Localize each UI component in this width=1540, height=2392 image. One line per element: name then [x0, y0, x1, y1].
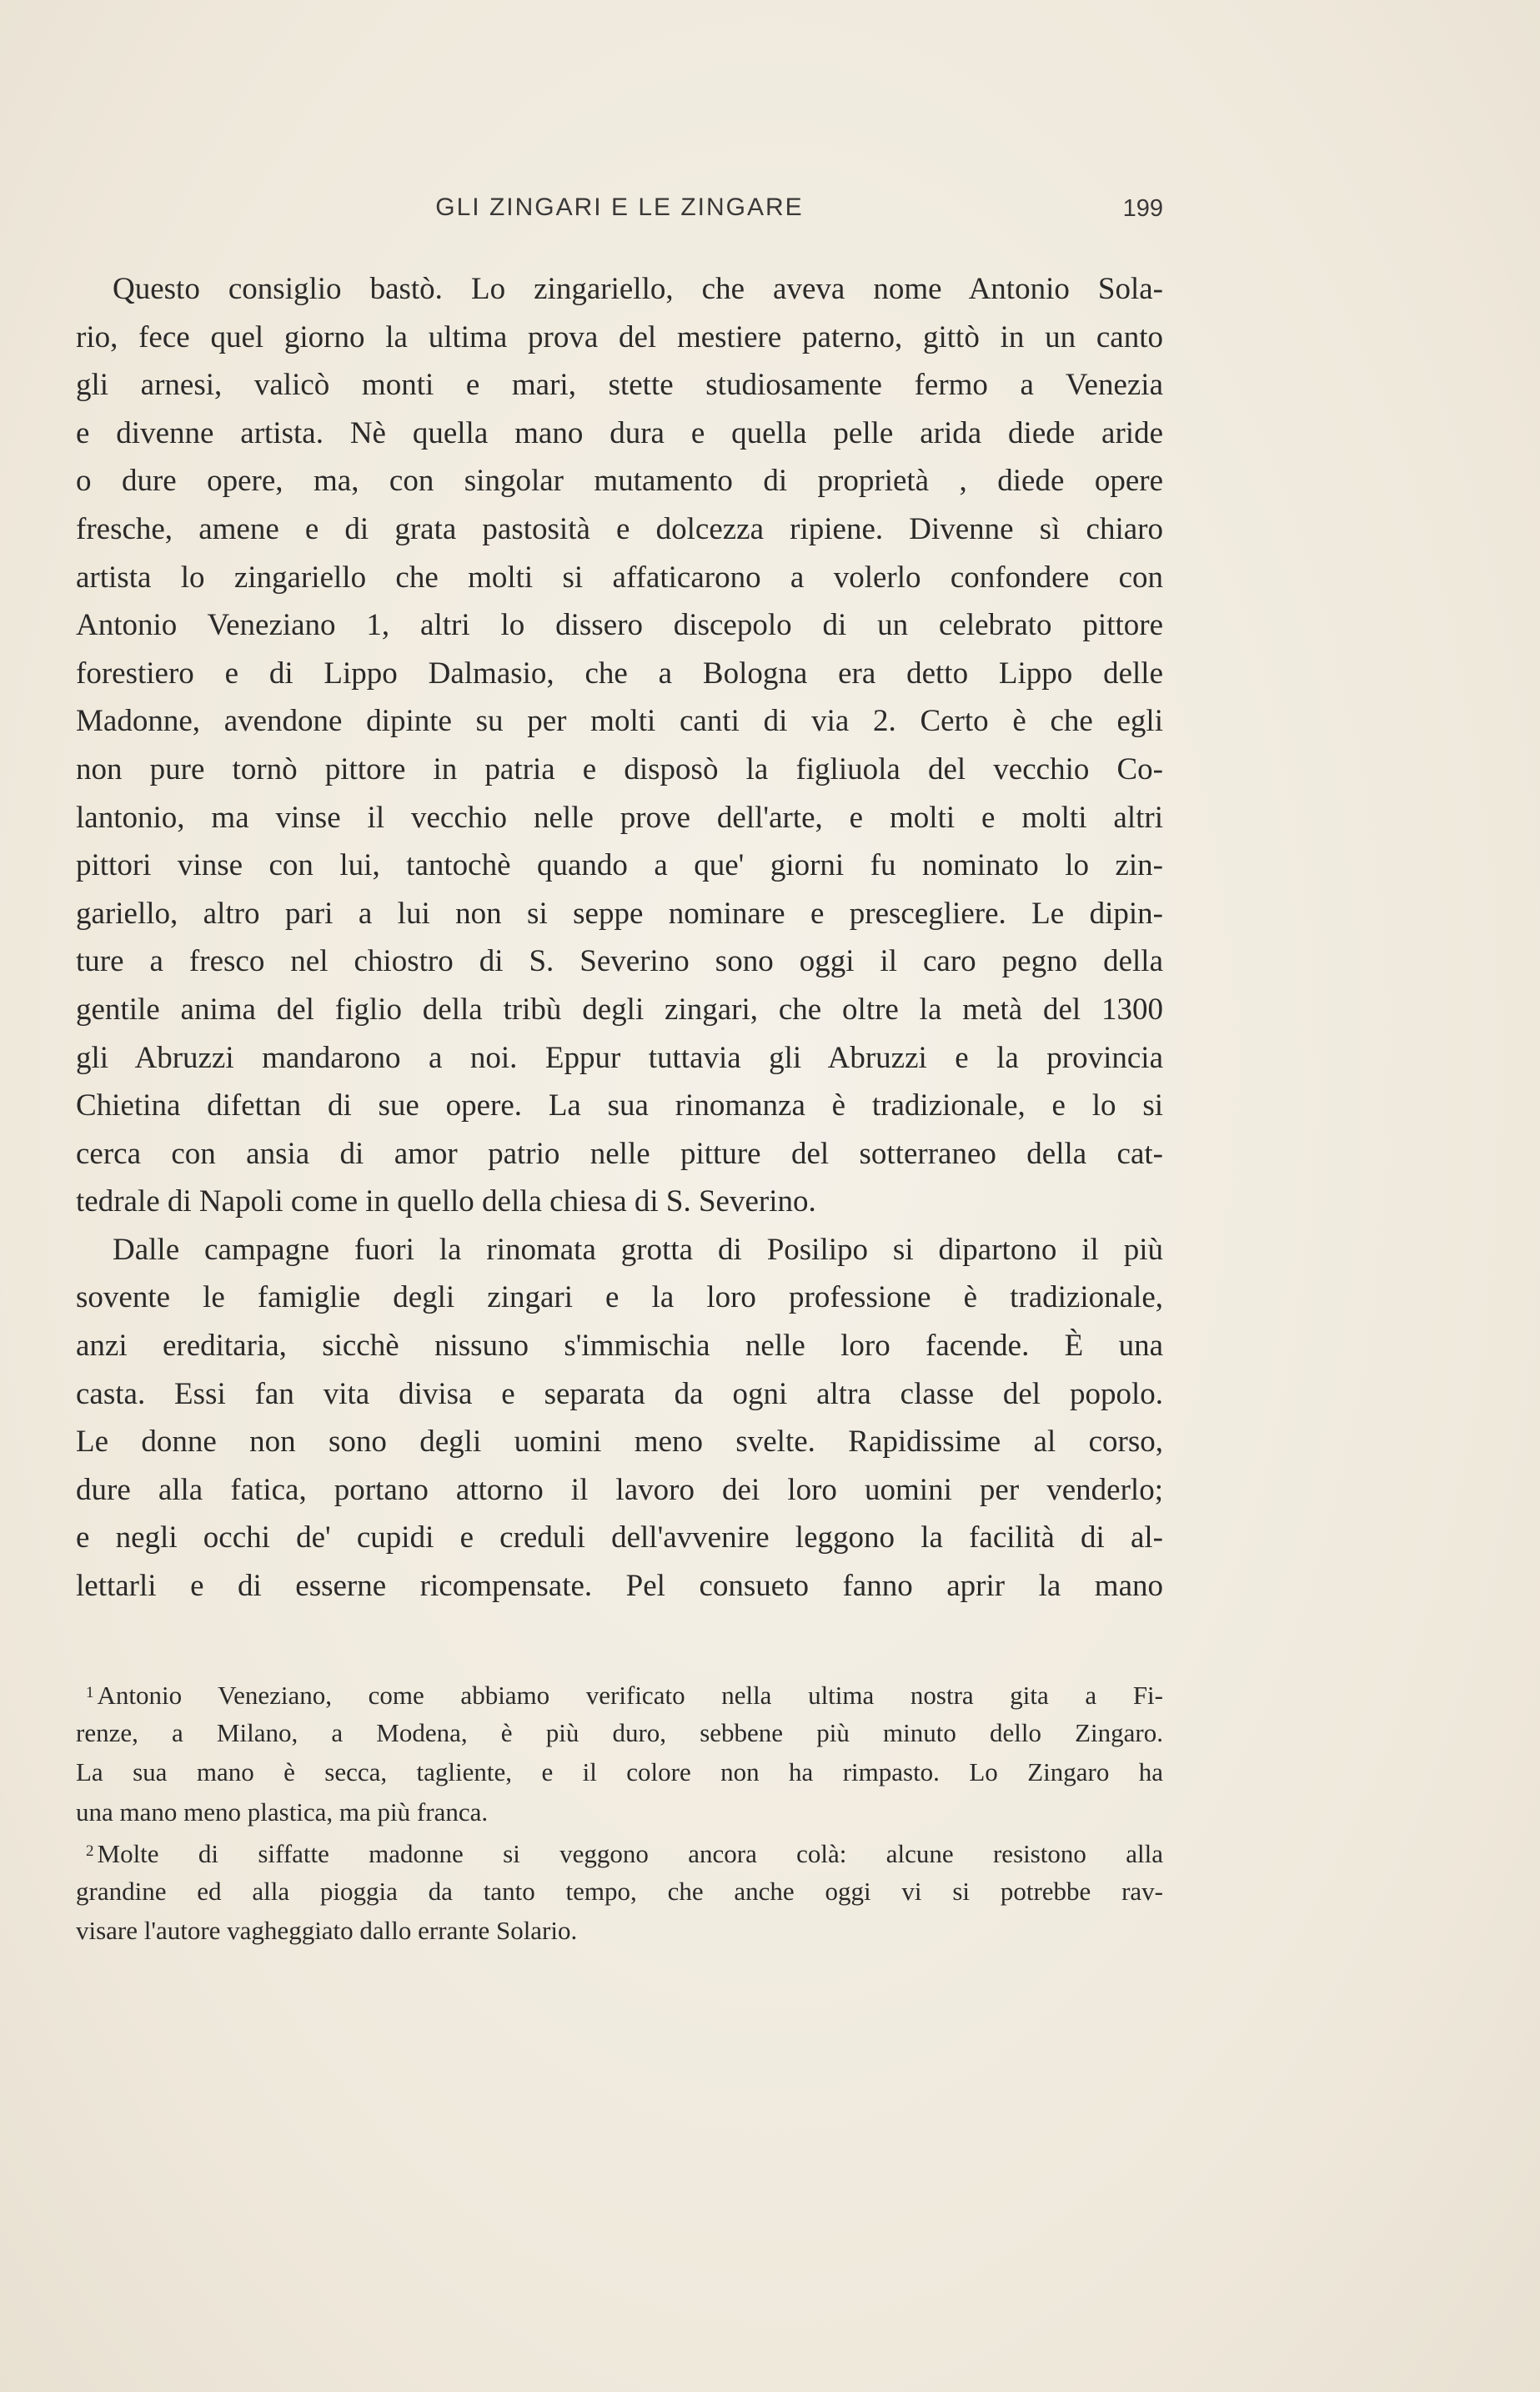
text-line: gentile anima del figlio della tribù degli zingari, che oltre la metà del 1300 — [76, 992, 1163, 1027]
text-line: pittori vinse con lui, tantochè quando a que' giorni fu nominato lo zin- — [76, 848, 1163, 883]
footnote-line: grandine ed alla pioggia da tanto tempo, che anche oggi vi si potrebbe rav- — [76, 1876, 1163, 1906]
text-line: cerca con ansia di amor patrio nelle pitture del sotterraneo della cat- — [76, 1136, 1163, 1171]
text-line: gli Abruzzi mandarono a noi. Eppur tuttavia gli Abruzzi e la provincia — [76, 1040, 1163, 1075]
body-text — [76, 265, 1163, 1611]
running-title: GLI ZINGARI E LE ZINGARE — [435, 193, 804, 221]
text-line: casta. Essi fan vita divisa e separata da ogni altra classe del popolo. — [76, 1376, 1163, 1411]
text-line: gariello, altro pari a lui non si seppe nominare e prescegliere. Le dipin- — [76, 896, 1163, 931]
text-line: artista lo zingariello che molti si affaticarono a volerlo confondere con — [76, 560, 1163, 595]
footnote-line — [76, 1832, 1163, 1872]
text-line: rio, fece quel giorno la ultima prova del mestiere paterno, gittò in un canto — [76, 319, 1163, 354]
footnote-text: Molte di siffatte madonne si veggono ancora colà: alcune resistono alla — [97, 1839, 1163, 1868]
text-line: Antonio Veneziano 1, altri lo dissero discepolo di un celebrato pittore — [76, 608, 1163, 643]
text-line: e divenne artista. Nè quella mano dura e quella pelle arida diede aride — [76, 415, 1163, 450]
text-line: non pure tornò pittore in patria e disposò la figliuola del vecchio Co- — [76, 751, 1163, 786]
text-line: Madonne, avendone dipinte su per molti canti di via 2. Certo è che egli — [76, 704, 1163, 739]
footnote-line: una mano meno plastica, ma più franca. — [76, 1797, 489, 1827]
footnote-mark: 2 — [86, 1842, 94, 1860]
text-line: forestiero e di Lippo Dalmasio, che a Bologna era detto Lippo delle — [76, 656, 1163, 691]
text-line: dure alla fatica, portano attorno il lavoro dei loro uomini per venderlo; — [76, 1472, 1163, 1507]
text-line: sovente le famiglie degli zingari e la loro professione è tradizionale, — [76, 1280, 1163, 1315]
text-line: lettarli e di esserne ricompensate. Pel consueto fanno aprir la mano — [76, 1569, 1163, 1604]
text-line: anzi ereditaria, sicchè nissuno s'immischia nelle loro facende. È una — [76, 1329, 1163, 1364]
text-line: ture a fresco nel chiostro di S. Severino sono oggi il caro pegno della — [76, 944, 1163, 979]
footnote-mark: 1 — [86, 1684, 94, 1701]
text-line: Le donne non sono degli uomini meno svelte. Rapidissime al corso, — [76, 1425, 1163, 1460]
text-line: fresche, amene e di grata pastosità e dolcezza ripiene. Divenne sì chiaro — [76, 511, 1163, 546]
running-head — [76, 193, 1163, 230]
footnote-line: La sua mano è secca, tagliente, e il colore non ha rimpasto. Lo Zingaro ha — [76, 1757, 1163, 1786]
text-line: e negli occhi de' cupidi e creduli dell'avvenire leggono la facilità di al- — [76, 1520, 1163, 1555]
footnote-line: visare l'autore vagheggiato dallo errante Solario. — [76, 1916, 578, 1945]
page-number: 199 — [1122, 195, 1163, 222]
footnote-line: renze, a Milano, a Modena, è più duro, sebbene più minuto dello Zingaro. — [76, 1717, 1163, 1747]
text-line: Dalle campagne fuori la rinomata grotta di Posilipo si dipartono il più — [113, 1232, 1163, 1267]
text-line: Chietina difettan di sue opere. La sua rinomanza è tradizionale, e lo si — [76, 1088, 1163, 1123]
footnote-line — [76, 1673, 1163, 1713]
footnote-text: Antonio Veneziano, come abbiamo verificato nella ultima nostra gita a Fi- — [97, 1681, 1163, 1710]
text-line: lantonio, ma vinse il vecchio nelle prove dell'arte, e molti e molti altri — [76, 800, 1163, 835]
text-line: gli arnesi, valicò monti e mari, stette studiosamente fermo a Venezia — [76, 368, 1163, 403]
text-line: Questo consiglio bastò. Lo zingariello, che aveva nome Antonio Sola- — [113, 272, 1163, 306]
footnotes — [76, 1673, 1163, 1951]
text-line: tedrale di Napoli come in quello della chiesa di S. Severino. — [76, 1184, 816, 1219]
text-line: o dure opere, ma, con singolar mutamento di proprietà , diede opere — [76, 464, 1163, 499]
